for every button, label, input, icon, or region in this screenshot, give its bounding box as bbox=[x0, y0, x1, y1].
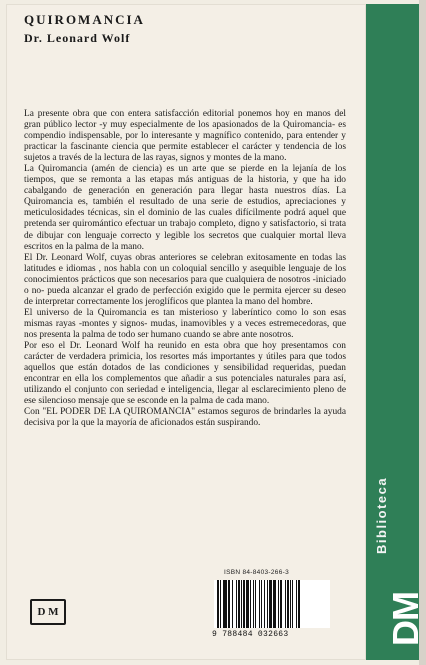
book-title: QUIROMANCIA bbox=[24, 12, 145, 27]
barcode-bar bbox=[300, 580, 301, 628]
spine-brand-logo: DM bbox=[385, 592, 426, 646]
isbn-label: ISBN 84-8403-266-3 bbox=[224, 569, 290, 576]
blurb-paragraph: Por eso el Dr. Leonard Wolf ha reunido en esta obra que hoy presentamos con carácter de verdadera primicia, los resortes más importantes y útiles para que todos aquellos que están dotados de las condiciones y sensibilidad requeridas, puedan encontrar en ella los complementos que añadir a sus potenciales naturales para así, utilizando el conjunto con seriedad e inteligencia, llegar al esclarecimiento pleno de ese silencioso mensaje que se esconde en la palma de cada mano. bbox=[24, 340, 346, 407]
blurb-paragraph: Con "EL PODER DE LA QUIROMANCIA" estamos seguros de brindarles la ayuda decisiva por la que la mayoría de aficionados están suspirando. bbox=[24, 407, 346, 429]
blurb-paragraph: La Quiromancia (amén de ciencia) es un arte que se pierde en la lejanía de los tiempos, que se remonta a las etapas más antiguas de la historia, y que ha ido cabalgando de generación en generación para llegar hasta nuestros días. La Quiromancia es, también el resultado de una serie de estudios, apreciaciones y meticulosidades técnicas, sin el dominio de las cuales difícilmente podrá aquel que pretenda ser quiromántico efectuar un trabajo completo, digno y satisfactorio, si trata de dibujar con lenguaje correcto y legible los secretos que cualquier mortal lleva escritos en la palma de la mano. bbox=[24, 164, 346, 252]
publisher-logo-text: D M bbox=[37, 606, 59, 618]
barcode bbox=[214, 580, 330, 628]
publisher-logo bbox=[30, 599, 66, 625]
blurb-text bbox=[24, 109, 346, 429]
cover-header bbox=[24, 12, 344, 46]
blurb-paragraph: El Dr. Leonard Wolf, cuyas obras anteriores se celebran exitosamente en todas las latitudes e idiomas , nos habla con un coloquial sencillo y asequible lenguaje de los conocimientos prácticos que son necesarios para que cualquiera de nosotros -iniciado o no- pueda alcanzar el grado de perfección exigido que le permita ejercer su deseo de interpretar correctamente los jeroglíficos que plantea la mano del hombre. bbox=[24, 252, 346, 307]
blurb-paragraph: La presente obra que con entera satisfacción editorial ponemos hoy en manos del gran público lector -y muy especialmente de los apasionados de la Quiromancia- es compendio indispensable, por lo interesante y magnífico contenido, para entender y practicar la fascinante ciencia que permite establecer el carácter y tendencia de los sujetos a través de la lectura de las rayas, signos y montes de la mano. bbox=[24, 109, 346, 164]
book-author: Dr. Leonard Wolf bbox=[24, 31, 131, 45]
spine-series-label: Biblioteca bbox=[374, 476, 389, 554]
spine-band bbox=[366, 4, 419, 660]
barcode-number: 9 788484 032663 bbox=[212, 630, 289, 639]
blurb-paragraph: El universo de la Quiromancia es tan misterioso y laberíntico como lo son esas mismas rayas -montes y signos- mudas, inamovibles y a veces estremecedoras, que nos presenta la palma de todo ser humano cuando se abre ante nosotros. bbox=[24, 307, 346, 340]
